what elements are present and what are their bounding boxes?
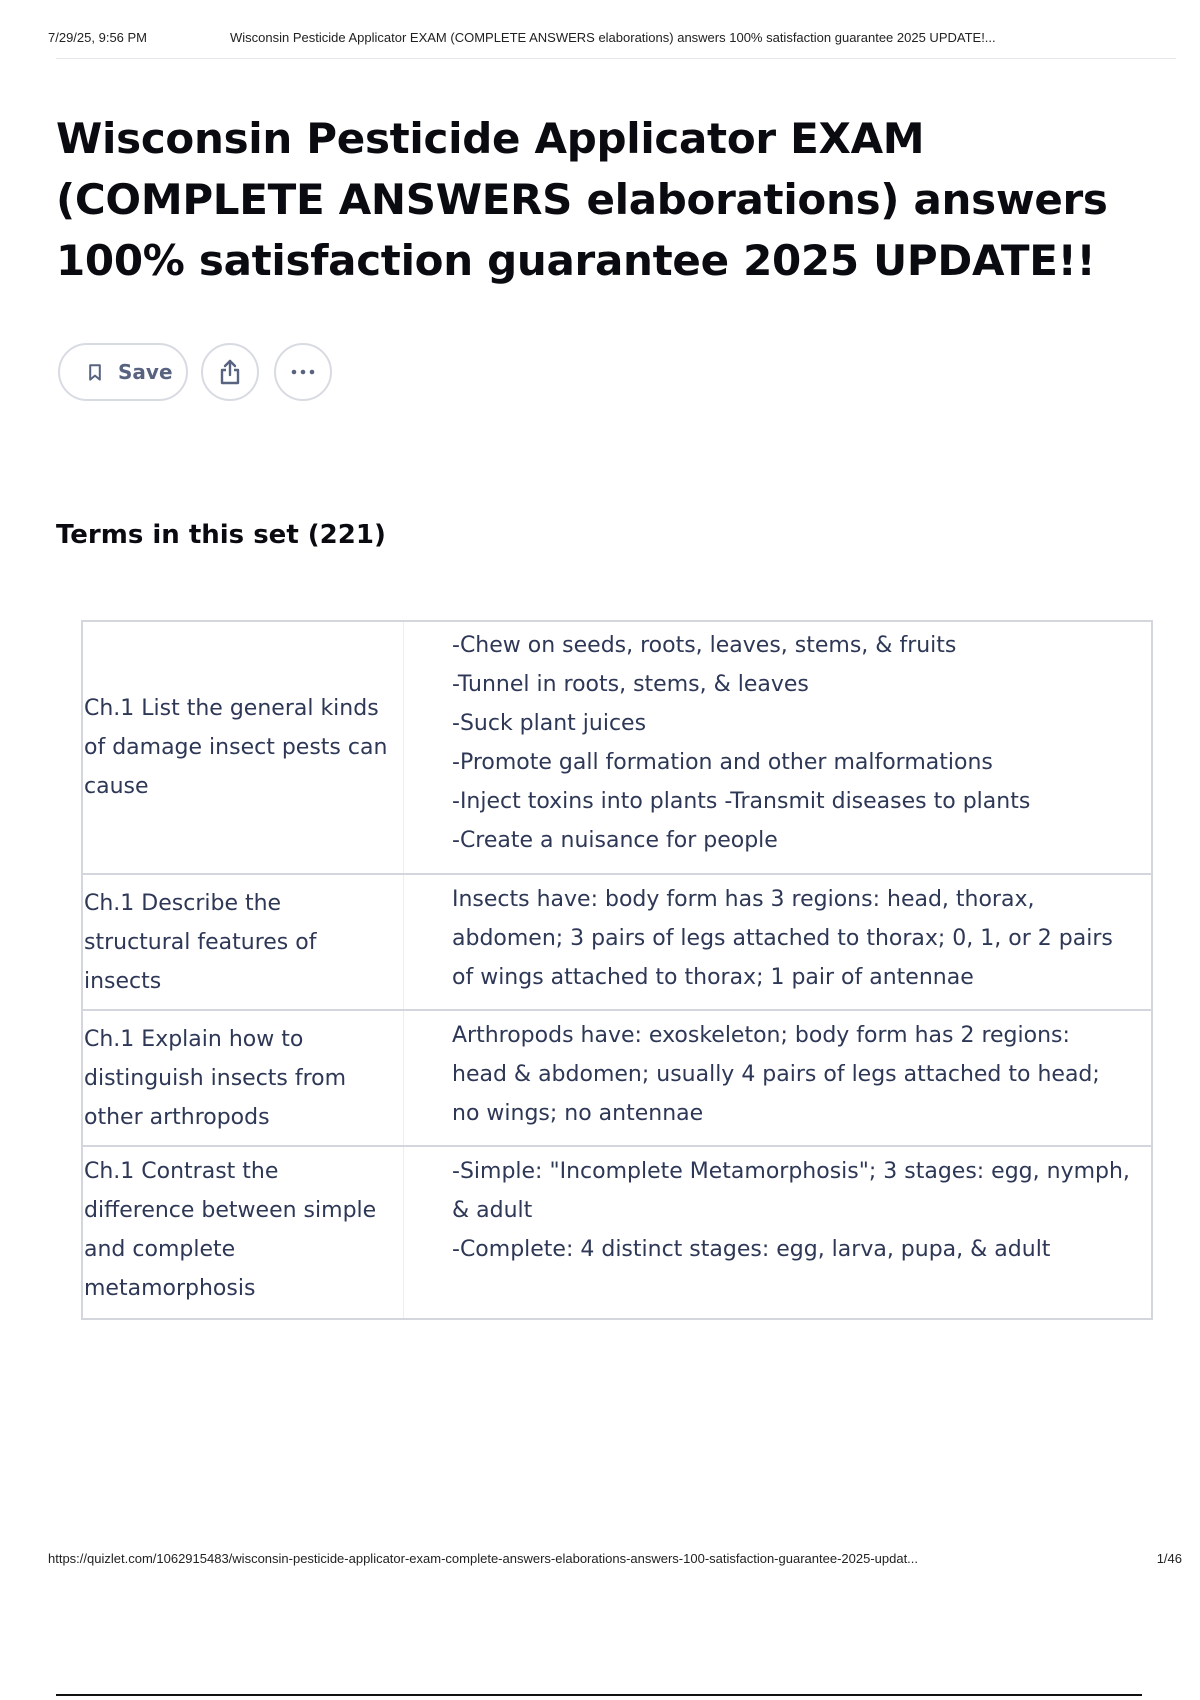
save-button-label: Save [118, 360, 173, 384]
page-indicator: 1/46 [1156, 1551, 1182, 1566]
share-button[interactable] [201, 343, 259, 401]
definition-text [452, 1147, 1151, 1269]
more-options-icon [290, 369, 316, 375]
terms-heading: Terms in this set (221) [56, 520, 386, 550]
definition-line: -Tunnel in roots, stems, & leaves [452, 672, 809, 697]
definition-line: -Create a nuisance for people [452, 828, 778, 853]
term-text: Ch.1 Explain how to distinguish insects from other arthropods [83, 1011, 404, 1145]
term-row [81, 1009, 1153, 1147]
header-divider [56, 58, 1176, 59]
print-footer [48, 1551, 1182, 1571]
definition-line: -Promote gall formation and other malformations [452, 750, 993, 775]
definition-line: -Simple: "Incomplete Metamorphosis"; 3 stages: egg, nymph, & adult [452, 1159, 1130, 1223]
definition-line: -Inject toxins into plants -Transmit diseases to plants [452, 789, 1031, 814]
definition-text [452, 1011, 1151, 1133]
term-text: Ch.1 Describe the structural features of insects [83, 875, 404, 1009]
term-row [81, 620, 1153, 875]
save-button[interactable] [58, 343, 188, 401]
term-row [81, 1145, 1153, 1320]
bottom-divider [56, 1694, 1142, 1696]
bookmark-icon [89, 364, 101, 381]
term-text: Ch.1 Contrast the difference between simple and complete metamorphosis [83, 1147, 404, 1318]
page-url: https://quizlet.com/1062915483/wisconsin-pesticide-applicator-exam-complete-answers-elaborations-answers-100-satisfaction-guarantee-2025-updat... [48, 1551, 919, 1566]
definition-line: Arthropods have: exoskeleton; body form has 2 regions: head & abdomen; usually 4 pairs of legs attached to head; no wings; no antennae [452, 1023, 1100, 1126]
print-header [48, 30, 1182, 50]
print-datetime: 7/29/25, 9:56 PM [48, 30, 148, 45]
print-header-title: Wisconsin Pesticide Applicator EXAM (COMPLETE ANSWERS elaborations) answers 100% satisfaction guarantee 2025 UPDATE!... [230, 30, 996, 45]
definition-line: -Complete: 4 distinct stages: egg, larva, pupa, & adult [452, 1237, 1051, 1262]
definition-line: -Suck plant juices [452, 711, 647, 736]
definition-text [452, 875, 1151, 997]
term-text: Ch.1 List the general kinds of damage insect pests can cause [83, 622, 404, 873]
page-title: Wisconsin Pesticide Applicator EXAM (COMPLETE ANSWERS elaborations) answers 100% satisfaction guarantee 2025 UPDATE!! [56, 114, 1108, 285]
definition-text [452, 622, 1151, 860]
more-options-button[interactable] [274, 343, 332, 401]
terms-list [81, 620, 1153, 1318]
share-icon [218, 358, 242, 386]
definition-line: Insects have: body form has 3 regions: head, thorax, abdomen; 3 pairs of legs attached to thorax; 0, 1, or 2 pairs of wings attached to thorax; 1 pair of antennae [452, 887, 1113, 990]
definition-line: -Chew on seeds, roots, leaves, stems, & fruits [452, 633, 957, 658]
term-row [81, 873, 1153, 1011]
